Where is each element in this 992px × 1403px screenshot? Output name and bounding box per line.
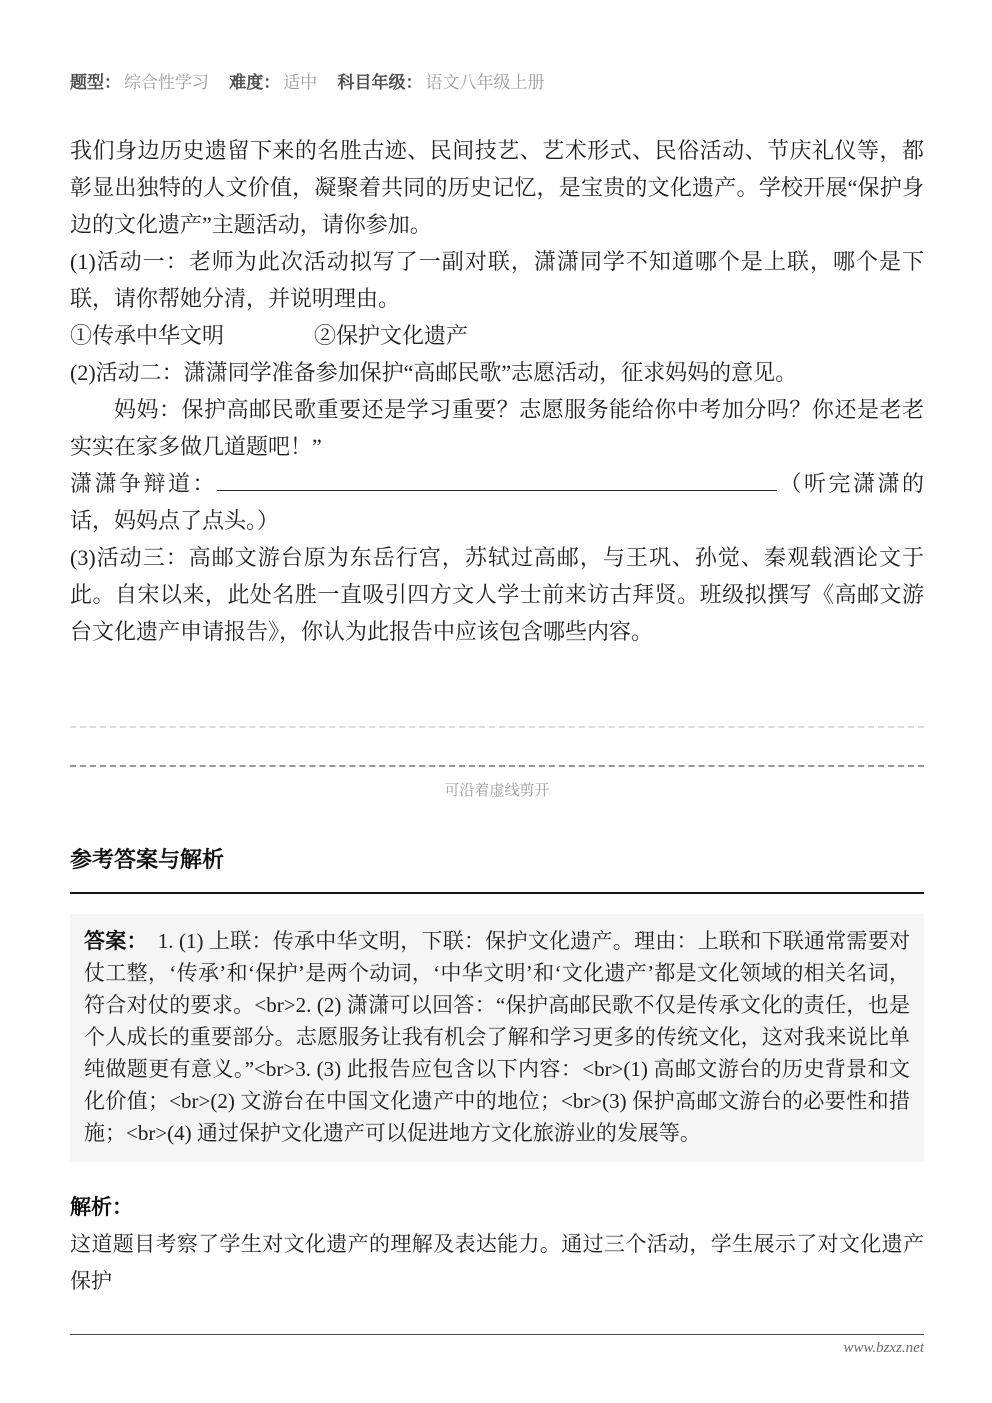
meta-difficulty-value: 适中 <box>283 73 318 92</box>
analysis-label: 解析： <box>70 1195 133 1220</box>
couplet-option-1: ①传承中华文明 <box>70 323 225 348</box>
mother-quote: 妈妈：保护高邮民歌重要还是学习重要？志愿服务能给你中考加分吗？你还是老老实实在家多做几道题吧！” <box>70 397 924 459</box>
meta-question-type <box>70 73 209 92</box>
question-meta-row <box>70 0 924 94</box>
question-activity1: (1)活动一：老师为此次活动拟写了一副对联，潇潇同学不知道哪个是上联，哪个是下联，请你帮她分清，并说明理由。 <box>70 249 924 311</box>
meta-difficulty-label: 难度： <box>229 73 281 92</box>
footer-site-url[interactable]: www.bzxz.net <box>843 1340 924 1356</box>
cut-dashed-line-dark <box>70 765 924 767</box>
debate-suffix: （听完潇潇的话，妈妈点了点头。） <box>70 471 924 533</box>
analysis-text: 这道题目考察了学生对文化遗产的理解及表达能力。通过三个活动，学生展示了对文化遗产保护 <box>70 1232 924 1294</box>
footer-divider <box>70 1334 924 1335</box>
meta-grade-value: 语文八年级上册 <box>425 73 545 92</box>
question-intro: 我们身边历史遗留下来的名胜古迹、民间技艺、艺术形式、民俗活动、节庆礼仪等，都彰显出独特的人文价值，凝聚着共同的历史记忆，是宝贵的文化遗产。学校开展“保护身边的文化遗产”主题活动，请你参加。 <box>70 138 924 237</box>
question-activity3: (3)活动三：高邮文游台原为东岳行宫，苏轼过高邮，与王巩、孙觉、秦观载酒论文于此。自宋以来，此处名胜一直吸引四方文人学士前来访古拜贤。班级拟撰写《高邮文游台文化遗产申请报告》，你认为此报告中应该包含哪些内容。 <box>70 545 924 644</box>
meta-difficulty <box>229 73 317 92</box>
meta-type-value: 综合性学习 <box>124 73 209 92</box>
cut-caption: 可沿着虚线剪开 <box>444 783 550 799</box>
answer-box <box>70 914 924 1162</box>
question-body <box>70 132 924 650</box>
meta-grade-label: 科目年级： <box>337 73 423 92</box>
meta-grade <box>338 73 545 92</box>
debate-line <box>70 465 924 539</box>
meta-type-label: 题型： <box>70 73 121 92</box>
cut-dashed-line-light <box>70 726 924 728</box>
answer-text: 1. (1) 上联：传承中华文明，下联：保护文化遗产。理由：上联和下联通常需要对仗工整，‘传承’和‘保护’是两个动词，‘中华文明’和‘文化遗产’都是文化领域的相关名词，符合对仗的要求。<br>2. (2) 潇潇可以回答：“保护高邮民歌不仅是传承文化的责任，也是个人成长的重要部分。志愿服务让我有机会了解和学习更多的传统文化，这对我来说比单纯做题更有意义。”<br>3. (3) 此报告应包含以下内容：<br>(1) 高邮文游台的历史背景和文化价值；<br>(2) 文游台在中国文化遗产中的地位；<br>(3) 保护高邮文游台的必要性和措施；<br>(4) 通过保护文化遗产可以促进地方文化旅游业的发展等。 <box>84 929 911 1146</box>
cut-area <box>70 726 924 800</box>
debate-prefix: 潇潇争辩道： <box>70 471 217 496</box>
page-footer <box>70 1334 924 1357</box>
heading-divider <box>70 892 924 894</box>
question-couplets <box>70 317 924 354</box>
answer-label: 答案： <box>84 929 148 954</box>
answer-section-heading: 参考答案与解析 <box>70 847 225 872</box>
answer-blank-line <box>217 468 777 491</box>
couplet-option-2: ②保护文化遗产 <box>314 323 469 348</box>
question-activity2: (2)活动二：潇潇同学准备参加保护“高邮民歌”志愿活动，征求妈妈的意见。 <box>70 360 798 385</box>
